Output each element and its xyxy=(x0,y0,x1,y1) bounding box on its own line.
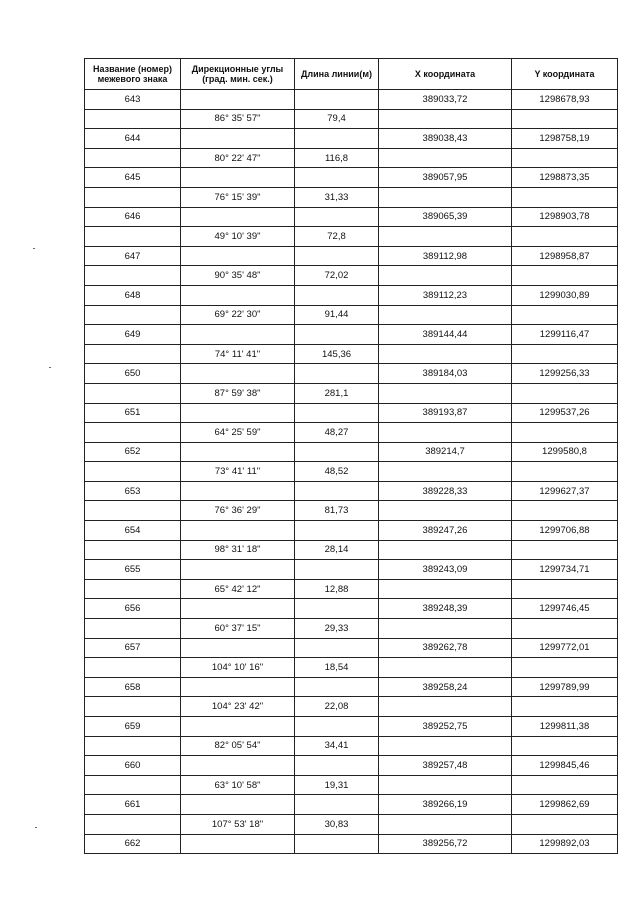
table-row xyxy=(85,579,618,599)
cell-direction-angle xyxy=(181,168,295,188)
cell-marker-name xyxy=(85,619,181,639)
cell-marker-name xyxy=(85,109,181,129)
cell-x-coordinate: 389266,19 xyxy=(379,795,512,815)
cell-marker-name: 643 xyxy=(85,90,181,110)
cell-line-length xyxy=(295,834,379,854)
table-row xyxy=(85,148,618,168)
scan-speck xyxy=(49,367,51,368)
cell-y-coordinate xyxy=(512,148,618,168)
table-row xyxy=(85,599,618,619)
cell-marker-name xyxy=(85,736,181,756)
cell-y-coordinate xyxy=(512,109,618,129)
table-row xyxy=(85,187,618,207)
cell-marker-name xyxy=(85,266,181,286)
cell-line-length: 12,88 xyxy=(295,579,379,599)
cell-marker-name: 658 xyxy=(85,677,181,697)
table-row xyxy=(85,638,618,658)
table-row xyxy=(85,383,618,403)
cell-marker-name: 644 xyxy=(85,129,181,149)
cell-y-coordinate: 1299537,26 xyxy=(512,403,618,423)
cell-marker-name xyxy=(85,227,181,247)
cell-direction-angle xyxy=(181,521,295,541)
cell-y-coordinate xyxy=(512,305,618,325)
cell-x-coordinate xyxy=(379,109,512,129)
cell-x-coordinate: 389033,72 xyxy=(379,90,512,110)
cell-x-coordinate xyxy=(379,736,512,756)
cell-direction-angle: 74° 11' 41" xyxy=(181,344,295,364)
table-row xyxy=(85,677,618,697)
cell-direction-angle: 87° 59' 38" xyxy=(181,383,295,403)
cell-y-coordinate xyxy=(512,501,618,521)
cell-direction-angle: 98° 31' 18" xyxy=(181,540,295,560)
cell-x-coordinate: 389038,43 xyxy=(379,129,512,149)
cell-marker-name xyxy=(85,383,181,403)
cell-line-length xyxy=(295,364,379,384)
cell-line-length xyxy=(295,129,379,149)
cell-line-length: 22,08 xyxy=(295,697,379,717)
cell-marker-name: 652 xyxy=(85,442,181,462)
cell-direction-angle: 49° 10' 39" xyxy=(181,227,295,247)
cell-marker-name xyxy=(85,579,181,599)
cell-line-length: 281,1 xyxy=(295,383,379,403)
cell-line-length: 34,41 xyxy=(295,736,379,756)
cell-direction-angle xyxy=(181,717,295,737)
cell-y-coordinate: 1299030,89 xyxy=(512,285,618,305)
cell-direction-angle: 86° 35' 57" xyxy=(181,109,295,129)
cell-line-length: 116,8 xyxy=(295,148,379,168)
cell-y-coordinate xyxy=(512,658,618,678)
cell-marker-name: 649 xyxy=(85,325,181,345)
cell-direction-angle: 64° 25' 59" xyxy=(181,423,295,443)
table-row xyxy=(85,403,618,423)
cell-y-coordinate: 1299580,8 xyxy=(512,442,618,462)
table-body xyxy=(85,90,618,854)
table-header-row xyxy=(85,59,618,90)
cell-direction-angle: 65° 42' 12" xyxy=(181,579,295,599)
cell-direction-angle xyxy=(181,834,295,854)
table-row xyxy=(85,834,618,854)
cell-x-coordinate: 389057,95 xyxy=(379,168,512,188)
cell-x-coordinate xyxy=(379,344,512,364)
cell-marker-name: 661 xyxy=(85,795,181,815)
cell-line-length: 79,4 xyxy=(295,109,379,129)
cell-line-length: 72,02 xyxy=(295,266,379,286)
cell-marker-name: 657 xyxy=(85,638,181,658)
table-row xyxy=(85,168,618,188)
cell-direction-angle xyxy=(181,560,295,580)
cell-direction-angle xyxy=(181,403,295,423)
cell-x-coordinate: 389228,33 xyxy=(379,481,512,501)
cell-line-length xyxy=(295,207,379,227)
table-row xyxy=(85,129,618,149)
cell-x-coordinate xyxy=(379,814,512,834)
cell-marker-name xyxy=(85,423,181,443)
cell-direction-angle: 63° 10' 58" xyxy=(181,775,295,795)
cell-x-coordinate: 389262,78 xyxy=(379,638,512,658)
header-line-length: Длина линии(м) xyxy=(295,59,379,90)
header-x-coordinate: X координата xyxy=(379,59,512,90)
cell-marker-name xyxy=(85,814,181,834)
cell-direction-angle xyxy=(181,364,295,384)
cell-marker-name xyxy=(85,540,181,560)
cell-marker-name: 648 xyxy=(85,285,181,305)
cell-marker-name: 660 xyxy=(85,756,181,776)
cell-x-coordinate: 389112,98 xyxy=(379,246,512,266)
table-row xyxy=(85,775,618,795)
cell-direction-angle xyxy=(181,599,295,619)
boundary-coordinates-table xyxy=(84,58,618,854)
cell-y-coordinate: 1298873,35 xyxy=(512,168,618,188)
cell-x-coordinate xyxy=(379,658,512,678)
table-row xyxy=(85,481,618,501)
cell-line-length xyxy=(295,285,379,305)
cell-marker-name: 662 xyxy=(85,834,181,854)
cell-direction-angle xyxy=(181,90,295,110)
cell-y-coordinate xyxy=(512,344,618,364)
table-row xyxy=(85,423,618,443)
cell-direction-angle xyxy=(181,246,295,266)
table-row xyxy=(85,619,618,639)
cell-x-coordinate xyxy=(379,619,512,639)
cell-line-length: 30,83 xyxy=(295,814,379,834)
cell-direction-angle: 60° 37' 15" xyxy=(181,619,295,639)
table-row xyxy=(85,109,618,129)
table-row xyxy=(85,501,618,521)
cell-line-length: 29,33 xyxy=(295,619,379,639)
cell-x-coordinate xyxy=(379,423,512,443)
cell-y-coordinate xyxy=(512,383,618,403)
cell-x-coordinate xyxy=(379,775,512,795)
cell-direction-angle: 80° 22' 47" xyxy=(181,148,295,168)
table-row xyxy=(85,246,618,266)
table-row xyxy=(85,521,618,541)
cell-marker-name: 654 xyxy=(85,521,181,541)
cell-x-coordinate xyxy=(379,462,512,482)
cell-y-coordinate: 1299789,99 xyxy=(512,677,618,697)
cell-marker-name xyxy=(85,462,181,482)
cell-direction-angle xyxy=(181,638,295,658)
cell-marker-name: 655 xyxy=(85,560,181,580)
cell-x-coordinate: 389243,09 xyxy=(379,560,512,580)
cell-direction-angle xyxy=(181,677,295,697)
cell-marker-name xyxy=(85,697,181,717)
cell-x-coordinate: 389256,72 xyxy=(379,834,512,854)
cell-line-length: 81,73 xyxy=(295,501,379,521)
cell-y-coordinate: 1299892,03 xyxy=(512,834,618,854)
cell-marker-name xyxy=(85,305,181,325)
cell-y-coordinate: 1299116,47 xyxy=(512,325,618,345)
cell-x-coordinate: 389257,48 xyxy=(379,756,512,776)
header-y-coordinate: Y координата xyxy=(512,59,618,90)
cell-line-length xyxy=(295,795,379,815)
cell-line-length xyxy=(295,90,379,110)
cell-direction-angle: 104° 10' 16" xyxy=(181,658,295,678)
cell-line-length xyxy=(295,717,379,737)
cell-x-coordinate: 389248,39 xyxy=(379,599,512,619)
cell-direction-angle: 76° 15' 39" xyxy=(181,187,295,207)
cell-line-length xyxy=(295,677,379,697)
cell-y-coordinate: 1299746,45 xyxy=(512,599,618,619)
cell-marker-name xyxy=(85,658,181,678)
cell-marker-name: 653 xyxy=(85,481,181,501)
cell-y-coordinate: 1299862,69 xyxy=(512,795,618,815)
cell-y-coordinate xyxy=(512,736,618,756)
cell-marker-name: 656 xyxy=(85,599,181,619)
cell-direction-angle xyxy=(181,207,295,227)
table-row xyxy=(85,364,618,384)
cell-y-coordinate xyxy=(512,423,618,443)
cell-x-coordinate: 389214,7 xyxy=(379,442,512,462)
cell-direction-angle: 107° 53' 18" xyxy=(181,814,295,834)
cell-marker-name: 645 xyxy=(85,168,181,188)
scan-speck xyxy=(33,248,35,249)
cell-line-length: 91,44 xyxy=(295,305,379,325)
cell-marker-name: 646 xyxy=(85,207,181,227)
cell-direction-angle xyxy=(181,481,295,501)
table-row xyxy=(85,325,618,345)
cell-direction-angle: 73° 41' 11" xyxy=(181,462,295,482)
table-row xyxy=(85,207,618,227)
cell-direction-angle: 69° 22' 30" xyxy=(181,305,295,325)
cell-y-coordinate xyxy=(512,814,618,834)
table-row xyxy=(85,266,618,286)
cell-x-coordinate xyxy=(379,305,512,325)
cell-line-length xyxy=(295,442,379,462)
cell-line-length xyxy=(295,521,379,541)
cell-x-coordinate: 389184,03 xyxy=(379,364,512,384)
table-row xyxy=(85,462,618,482)
cell-y-coordinate: 1298958,87 xyxy=(512,246,618,266)
cell-x-coordinate xyxy=(379,579,512,599)
cell-y-coordinate: 1298758,19 xyxy=(512,129,618,149)
table-row xyxy=(85,736,618,756)
cell-line-length: 48,52 xyxy=(295,462,379,482)
cell-line-length xyxy=(295,638,379,658)
cell-direction-angle: 76° 36' 29" xyxy=(181,501,295,521)
cell-y-coordinate xyxy=(512,579,618,599)
cell-line-length xyxy=(295,168,379,188)
cell-line-length: 18,54 xyxy=(295,658,379,678)
cell-x-coordinate xyxy=(379,266,512,286)
cell-y-coordinate xyxy=(512,697,618,717)
cell-x-coordinate: 389247,26 xyxy=(379,521,512,541)
cell-y-coordinate: 1299256,33 xyxy=(512,364,618,384)
table-row xyxy=(85,560,618,580)
cell-direction-angle xyxy=(181,442,295,462)
header-direction-angle: Дирекционные углы (град. мин. сек.) xyxy=(181,59,295,90)
cell-x-coordinate xyxy=(379,227,512,247)
cell-y-coordinate: 1298903,78 xyxy=(512,207,618,227)
cell-y-coordinate xyxy=(512,227,618,247)
cell-direction-angle: 82° 05' 54" xyxy=(181,736,295,756)
cell-y-coordinate xyxy=(512,187,618,207)
cell-y-coordinate: 1299734,71 xyxy=(512,560,618,580)
cell-direction-angle: 90° 35' 48" xyxy=(181,266,295,286)
cell-y-coordinate: 1299845,46 xyxy=(512,756,618,776)
cell-y-coordinate xyxy=(512,619,618,639)
cell-direction-angle: 104° 23' 42" xyxy=(181,697,295,717)
cell-marker-name xyxy=(85,187,181,207)
cell-line-length xyxy=(295,246,379,266)
table-row xyxy=(85,658,618,678)
cell-line-length xyxy=(295,599,379,619)
cell-line-length: 145,36 xyxy=(295,344,379,364)
cell-x-coordinate xyxy=(379,383,512,403)
cell-marker-name xyxy=(85,501,181,521)
cell-line-length xyxy=(295,481,379,501)
cell-x-coordinate xyxy=(379,697,512,717)
header-marker-name: Название (номер) межевого знака xyxy=(85,59,181,90)
table-row xyxy=(85,227,618,247)
cell-y-coordinate: 1299706,88 xyxy=(512,521,618,541)
cell-line-length: 72,8 xyxy=(295,227,379,247)
cell-line-length: 48,27 xyxy=(295,423,379,443)
cell-y-coordinate xyxy=(512,540,618,560)
cell-x-coordinate: 389252,75 xyxy=(379,717,512,737)
cell-direction-angle xyxy=(181,129,295,149)
cell-line-length: 19,31 xyxy=(295,775,379,795)
cell-direction-angle xyxy=(181,795,295,815)
table-row xyxy=(85,344,618,364)
scan-speck xyxy=(35,827,37,828)
cell-marker-name: 651 xyxy=(85,403,181,423)
cell-direction-angle xyxy=(181,756,295,776)
cell-x-coordinate: 389065,39 xyxy=(379,207,512,227)
cell-line-length: 31,33 xyxy=(295,187,379,207)
cell-direction-angle xyxy=(181,285,295,305)
table-row xyxy=(85,305,618,325)
cell-marker-name: 650 xyxy=(85,364,181,384)
table-row xyxy=(85,697,618,717)
cell-y-coordinate xyxy=(512,775,618,795)
cell-marker-name xyxy=(85,775,181,795)
cell-y-coordinate: 1299811,38 xyxy=(512,717,618,737)
cell-x-coordinate: 389112,23 xyxy=(379,285,512,305)
cell-marker-name xyxy=(85,148,181,168)
cell-marker-name: 647 xyxy=(85,246,181,266)
table-row xyxy=(85,540,618,560)
cell-y-coordinate: 1299627,37 xyxy=(512,481,618,501)
table-row xyxy=(85,285,618,305)
cell-x-coordinate xyxy=(379,540,512,560)
cell-direction-angle xyxy=(181,325,295,345)
cell-y-coordinate xyxy=(512,266,618,286)
cell-line-length xyxy=(295,325,379,345)
cell-marker-name: 659 xyxy=(85,717,181,737)
cell-line-length xyxy=(295,403,379,423)
table-row xyxy=(85,795,618,815)
table-row xyxy=(85,442,618,462)
cell-x-coordinate xyxy=(379,148,512,168)
table-row xyxy=(85,814,618,834)
cell-line-length: 28,14 xyxy=(295,540,379,560)
cell-y-coordinate: 1298678,93 xyxy=(512,90,618,110)
cell-x-coordinate xyxy=(379,187,512,207)
cell-line-length xyxy=(295,756,379,776)
cell-y-coordinate xyxy=(512,462,618,482)
table-row xyxy=(85,756,618,776)
cell-x-coordinate xyxy=(379,501,512,521)
cell-x-coordinate: 389144,44 xyxy=(379,325,512,345)
cell-x-coordinate: 389258,24 xyxy=(379,677,512,697)
table-row xyxy=(85,717,618,737)
table-row xyxy=(85,90,618,110)
cell-marker-name xyxy=(85,344,181,364)
cell-y-coordinate: 1299772,01 xyxy=(512,638,618,658)
cell-line-length xyxy=(295,560,379,580)
cell-x-coordinate: 389193,87 xyxy=(379,403,512,423)
